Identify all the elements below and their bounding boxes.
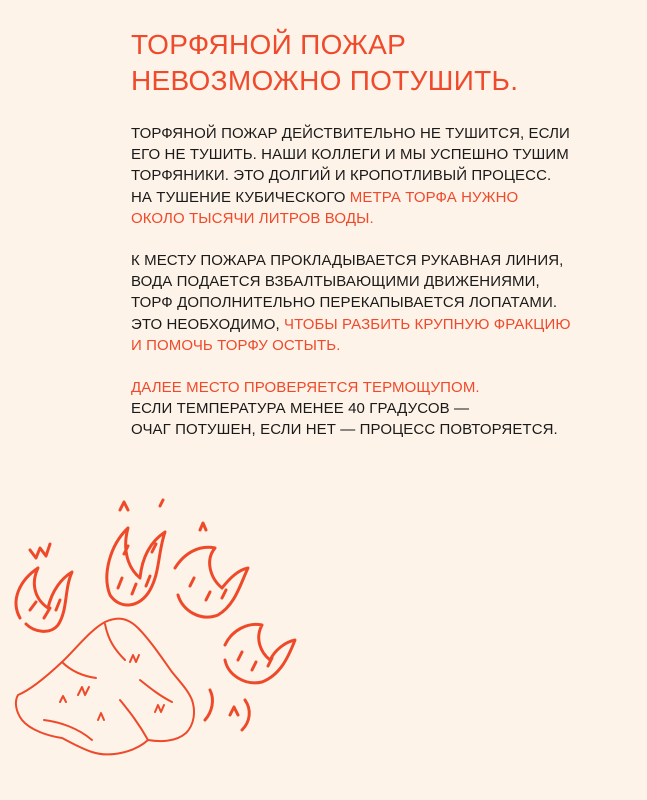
flame-left [16,568,72,631]
paragraph [131,250,631,356]
flame-right [225,624,295,682]
flame-far-right [205,690,249,730]
highlighted-text: И ПОМОЧЬ ТОРФУ ОСТЫТЬ. [131,336,341,354]
flame-center [107,528,165,605]
highlighted-text: ЧТОБЫ РАЗБИТЬ КРУПНУЮ ФРАКЦИЮ [284,315,571,333]
highlighted-text: ОКОЛО ТЫСЯЧИ ЛИТРОВ ВОДЫ. [131,209,374,227]
text-segment: ЭТО НЕОБХОДИМО, [131,315,285,333]
text-line [131,187,631,208]
text-segment: ЕГО НЕ ТУШИТЬ. НАШИ КОЛЛЕГИ И МЫ УСПЕШНО ТУШИМ [131,146,569,164]
text-line [131,165,631,186]
text-segment: ЕСЛИ ТЕМПЕРАТУРА МЕНЕЕ 40 ГРАДУСОВ — [131,400,470,418]
text-segment: К МЕСТУ ПОЖАРА ПРОКЛАДЫВАЕТСЯ РУКАВНАЯ ЛИНИЯ, [131,252,564,270]
text-line [131,377,631,398]
body-text [131,123,631,462]
text-segment: ТОРФЯНИКИ. ЭТО ДОЛГИЙ И КРОПОТЛИВЫЙ ПРОЦЕСС. [131,167,552,185]
flame-center-right [175,547,248,617]
highlighted-text: МЕТРА ТОРФА НУЖНО [349,188,519,206]
page-title [131,27,518,99]
peat-mound-inner-4 [44,720,92,740]
text-line [131,208,631,229]
text-segment: ОЧАГ ПОТУШЕН, ЕСЛИ НЕТ — ПРОЦЕСС ПОВТОРЯЕТСЯ. [131,421,558,439]
peat-mound-inner-5 [120,700,148,740]
text-line [131,144,631,165]
highlighted-text: ДАЛЕЕ МЕСТО ПРОВЕРЯЕТСЯ ТЕРМОЩУПОМ. [131,379,480,397]
text-line [131,314,631,335]
title-line-2: НЕВОЗМОЖНО ПОТУШИТЬ. [131,65,519,96]
flame-top-sparks [120,500,206,530]
text-line [131,250,631,271]
peat-mound-outline [16,619,194,755]
text-segment: НА ТУШЕНИЕ КУБИЧЕСКОГО [131,188,350,206]
title-line-1: ТОРФЯНОЙ ПОЖАР [131,29,407,60]
text-segment: ВОДА ПОДАЕТСЯ ВЗБАЛТЫВАЮЩИМИ ДВИЖЕНИЯМИ, [131,273,540,291]
peat-mound-inner-3 [140,680,172,702]
paragraph [131,123,631,229]
text-line [131,271,631,292]
peat-mound-inner-2 [62,662,96,678]
text-line [131,335,631,356]
text-segment: ТОРФЯНОЙ ПОЖАР ДЕЙСТВИТЕЛЬНО НЕ ТУШИТСЯ, ЕСЛИ [131,125,570,142]
burning-peat-illustration [0,490,330,780]
flame-left-top [30,544,50,558]
text-line [131,419,631,440]
text-line [131,123,631,144]
peat-mound-inner-1 [105,624,125,660]
text-segment: ТОРФ ДОПОЛНИТЕЛЬНО ПЕРЕКАПЫВАЕТСЯ ЛОПАТАМИ. [131,294,558,312]
paragraph [131,377,631,441]
text-line [131,398,631,419]
text-line [131,292,631,313]
